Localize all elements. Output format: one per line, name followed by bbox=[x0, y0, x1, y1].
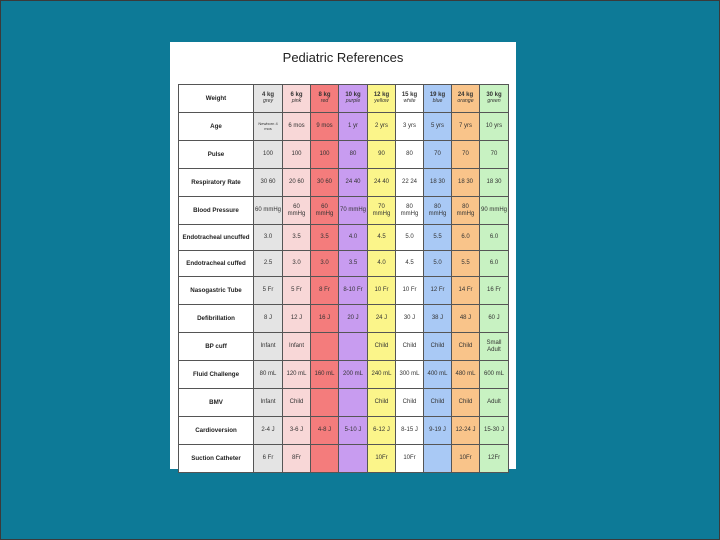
cell-value: 16 J bbox=[318, 315, 331, 322]
table-cell bbox=[424, 305, 452, 333]
cell-value: 3 yrs bbox=[402, 123, 416, 130]
weight-header-cell bbox=[283, 85, 311, 113]
table-cell bbox=[311, 113, 339, 141]
color-name: red bbox=[320, 97, 329, 104]
table-cell bbox=[283, 445, 311, 473]
table-cell bbox=[424, 389, 452, 417]
cell-value: 9 mos bbox=[316, 123, 333, 130]
table-cell bbox=[368, 389, 396, 417]
table-row bbox=[179, 277, 509, 305]
cell-value: 10 Fr bbox=[402, 287, 417, 294]
table-cell bbox=[368, 361, 396, 389]
cell-value: 2.5 bbox=[263, 260, 273, 267]
table-cell bbox=[424, 361, 452, 389]
cell-value: 80 bbox=[349, 151, 357, 158]
cell-value: 5 yrs bbox=[430, 123, 444, 130]
cell-value: Child bbox=[289, 399, 304, 406]
table-cell bbox=[452, 389, 480, 417]
table-cell bbox=[396, 251, 424, 277]
table-cell bbox=[311, 277, 339, 305]
cell-value: 80 mmHg bbox=[428, 203, 447, 217]
table-cell bbox=[339, 389, 368, 417]
table-cell bbox=[311, 169, 339, 197]
cell-value: 10Fr bbox=[375, 455, 388, 462]
cell-value: 8-15 J bbox=[401, 427, 418, 434]
table-cell bbox=[480, 305, 509, 333]
table-row bbox=[179, 169, 509, 197]
cell-value: 4.5 bbox=[377, 234, 386, 241]
cell-value: 70 mmHg bbox=[372, 203, 391, 217]
cell-value: 90 mmHg bbox=[481, 207, 508, 214]
cell-value: 5.5 bbox=[461, 260, 470, 267]
table-cell bbox=[283, 277, 311, 305]
table-cell bbox=[452, 169, 480, 197]
table-row bbox=[179, 445, 509, 473]
color-name: white bbox=[403, 97, 416, 104]
table-cell bbox=[311, 141, 339, 169]
table-cell bbox=[339, 333, 368, 361]
table-row bbox=[179, 225, 509, 251]
cell-value: 12Fr bbox=[487, 455, 501, 462]
table-cell bbox=[424, 445, 452, 473]
table-cell bbox=[396, 445, 424, 473]
table-cell bbox=[254, 169, 283, 197]
cell-value: 100 bbox=[319, 151, 330, 158]
cell-value: 24 40 bbox=[345, 179, 361, 186]
reference-table bbox=[178, 84, 509, 473]
table-cell bbox=[396, 225, 424, 251]
cell-value: 80 mL bbox=[259, 371, 277, 378]
row-label: Age bbox=[179, 113, 254, 141]
table-cell bbox=[311, 197, 339, 225]
cell-value: 10Fr bbox=[403, 455, 416, 462]
table-cell bbox=[283, 251, 311, 277]
table-cell bbox=[480, 169, 509, 197]
table-cell bbox=[283, 361, 311, 389]
cell-value: 5.5 bbox=[433, 234, 442, 241]
cell-value: 600 mL bbox=[483, 371, 504, 378]
table-cell bbox=[396, 197, 424, 225]
cell-value: 18 30 bbox=[457, 179, 473, 186]
table-cell bbox=[396, 361, 424, 389]
cell-value: 20 60 bbox=[288, 179, 304, 186]
table-cell bbox=[452, 251, 480, 277]
cell-value: 60 mmHg bbox=[287, 203, 306, 217]
color-name: purple bbox=[345, 97, 361, 104]
weight-value: 15 kg bbox=[401, 92, 418, 99]
table-cell bbox=[368, 141, 396, 169]
cell-value: 9-19 J bbox=[429, 427, 446, 434]
table-cell bbox=[396, 417, 424, 445]
table-cell bbox=[283, 333, 311, 361]
color-name: orange bbox=[457, 97, 474, 104]
table-cell bbox=[396, 333, 424, 361]
cell-value: 8Fr bbox=[292, 455, 301, 462]
cell-value: 6.0 bbox=[489, 260, 499, 267]
color-name: yellow bbox=[374, 97, 389, 104]
table-cell bbox=[424, 277, 452, 305]
table-cell bbox=[339, 225, 368, 251]
table-cell bbox=[311, 251, 339, 277]
table-cell bbox=[452, 141, 480, 169]
table-cell bbox=[254, 389, 283, 417]
weight-header-cell bbox=[254, 85, 283, 113]
weight-header-cell bbox=[311, 85, 339, 113]
cell-value: 24 J bbox=[375, 315, 388, 322]
color-name: pink bbox=[291, 97, 302, 104]
cell-value: 3.0 bbox=[320, 260, 329, 267]
cell-value: 90 bbox=[378, 151, 385, 158]
table-cell bbox=[452, 445, 480, 473]
row-label: Fluid Challenge bbox=[179, 361, 254, 389]
cell-value: Infant bbox=[288, 343, 304, 350]
table-cell bbox=[283, 225, 311, 251]
cell-value: 5 Fr bbox=[262, 287, 274, 294]
table-cell bbox=[311, 333, 339, 361]
sheet-title: Pediatric References bbox=[282, 50, 404, 65]
weight-header-cell bbox=[339, 85, 368, 113]
cell-value: 3-6 J bbox=[289, 427, 304, 434]
table-cell bbox=[283, 197, 311, 225]
table-cell bbox=[254, 251, 283, 277]
cell-value: 100 bbox=[291, 151, 302, 158]
weight-header-cell bbox=[396, 85, 424, 113]
table-cell bbox=[254, 333, 283, 361]
weight-value: 4 kg bbox=[261, 92, 274, 99]
cell-value: 3.5 bbox=[348, 260, 358, 267]
table-cell bbox=[452, 333, 480, 361]
table-cell bbox=[283, 169, 311, 197]
cell-value: 480 mL bbox=[455, 371, 476, 378]
row-label: Weight bbox=[179, 85, 254, 113]
weight-row bbox=[179, 85, 509, 113]
table-row bbox=[179, 305, 509, 333]
table-cell bbox=[339, 445, 368, 473]
table-cell bbox=[368, 305, 396, 333]
table-cell bbox=[339, 305, 368, 333]
table-cell bbox=[368, 445, 396, 473]
cell-value: 70 bbox=[462, 151, 469, 158]
table-cell bbox=[452, 113, 480, 141]
cell-value: 6 mos bbox=[288, 123, 305, 130]
table-cell bbox=[254, 225, 283, 251]
table-row bbox=[179, 197, 509, 225]
cell-value: 3.0 bbox=[292, 260, 301, 267]
table-cell bbox=[480, 361, 509, 389]
row-label: Blood Pressure bbox=[179, 197, 254, 225]
row-label: Respiratory Rate bbox=[179, 169, 254, 197]
table-cell bbox=[424, 113, 452, 141]
table-cell bbox=[254, 141, 283, 169]
cell-value: 4.0 bbox=[348, 234, 358, 241]
table-cell bbox=[339, 361, 368, 389]
weight-value: 30 kg bbox=[486, 92, 502, 99]
cell-value: Child bbox=[458, 343, 473, 350]
table-cell bbox=[339, 251, 368, 277]
table-cell bbox=[339, 113, 368, 141]
row-label: Cardioversion bbox=[179, 417, 254, 445]
table-row bbox=[179, 251, 509, 277]
table-cell bbox=[396, 141, 424, 169]
cell-value: 30 J bbox=[403, 315, 416, 322]
table-cell bbox=[254, 197, 283, 225]
table-cell bbox=[368, 197, 396, 225]
cell-value: Child bbox=[374, 399, 389, 406]
table-cell bbox=[480, 225, 509, 251]
cell-value: 8 J bbox=[263, 315, 272, 322]
table-cell bbox=[254, 113, 283, 141]
table-cell bbox=[480, 389, 509, 417]
cell-value: 2-4 J bbox=[261, 427, 275, 434]
table-cell bbox=[480, 417, 509, 445]
cell-value: 5 Fr bbox=[291, 287, 302, 294]
table-row bbox=[179, 361, 509, 389]
table-cell bbox=[254, 277, 283, 305]
cell-value: Child bbox=[402, 399, 417, 406]
weight-value: 24 kg bbox=[457, 92, 474, 99]
cell-value: 300 mL bbox=[399, 371, 420, 378]
cell-value: 30 60 bbox=[260, 179, 276, 186]
table-cell bbox=[396, 113, 424, 141]
cell-value: 16 Fr bbox=[486, 287, 501, 294]
table-row bbox=[179, 113, 509, 141]
cell-value: 4-8 J bbox=[317, 427, 332, 434]
cell-value: 12 Fr bbox=[430, 287, 445, 294]
cell-value: 60 J bbox=[488, 315, 500, 322]
cell-value: 48 J bbox=[459, 315, 472, 322]
weight-value: 19 kg bbox=[429, 92, 446, 99]
row-label: Defibrillation bbox=[179, 305, 254, 333]
color-name: blue bbox=[432, 97, 443, 104]
cell-value: Child bbox=[402, 343, 417, 350]
cell-value: 200 mL bbox=[342, 371, 363, 378]
cell-value: 6.0 bbox=[489, 234, 499, 241]
weight-value: 6 kg bbox=[290, 92, 303, 99]
table-cell bbox=[311, 417, 339, 445]
table-cell bbox=[368, 169, 396, 197]
cell-value: 60 mmHg bbox=[315, 203, 334, 217]
row-label: Pulse bbox=[179, 141, 254, 169]
table-cell bbox=[283, 305, 311, 333]
table-cell bbox=[424, 251, 452, 277]
cell-value: 10Fr bbox=[459, 455, 472, 462]
cell-value: 3.5 bbox=[320, 234, 329, 241]
table-cell bbox=[311, 225, 339, 251]
cell-value: 70 mmHg bbox=[340, 207, 367, 214]
cell-value: 10 yrs bbox=[485, 123, 503, 130]
cell-value: 5.0 bbox=[405, 234, 414, 241]
row-label: BP cuff bbox=[179, 333, 254, 361]
weight-value: 8 kg bbox=[318, 92, 331, 99]
table-cell bbox=[396, 389, 424, 417]
table-cell bbox=[424, 169, 452, 197]
table-cell bbox=[368, 251, 396, 277]
table-cell bbox=[424, 333, 452, 361]
weight-value: 12 kg bbox=[373, 92, 390, 99]
table-cell bbox=[254, 361, 283, 389]
table-cell bbox=[339, 277, 368, 305]
table-cell bbox=[283, 389, 311, 417]
cell-value: 4.0 bbox=[377, 260, 386, 267]
table-cell bbox=[480, 333, 509, 361]
table-cell bbox=[254, 417, 283, 445]
cell-value: Small Adult bbox=[486, 339, 502, 353]
cell-value: Child bbox=[430, 399, 445, 406]
table-cell bbox=[396, 169, 424, 197]
cell-value: Child bbox=[458, 399, 473, 406]
cell-value: 12-24 J bbox=[455, 427, 476, 434]
cell-value: 100 bbox=[262, 151, 273, 158]
table-cell bbox=[283, 113, 311, 141]
cell-value: 20 J bbox=[347, 315, 359, 322]
weight-header-cell bbox=[480, 85, 509, 113]
table-cell bbox=[368, 225, 396, 251]
cell-value: 30 60 bbox=[316, 179, 332, 186]
reference-sheet bbox=[170, 42, 516, 469]
row-label: Nasogastric Tube bbox=[179, 277, 254, 305]
table-cell bbox=[480, 141, 509, 169]
cell-value: 24 40 bbox=[373, 179, 389, 186]
table-cell bbox=[452, 305, 480, 333]
table-cell bbox=[283, 141, 311, 169]
table-cell bbox=[339, 169, 368, 197]
cell-value: 5-10 J bbox=[344, 427, 362, 434]
table-cell bbox=[452, 417, 480, 445]
table-cell bbox=[254, 445, 283, 473]
table-cell bbox=[452, 277, 480, 305]
weight-header-cell bbox=[424, 85, 452, 113]
cell-value: 3.0 bbox=[263, 234, 273, 241]
table-cell bbox=[480, 251, 509, 277]
cell-value: 6-12 J bbox=[373, 427, 390, 434]
cell-value: 22 24 bbox=[401, 179, 417, 186]
table-cell bbox=[424, 141, 452, 169]
table-cell bbox=[480, 445, 509, 473]
table-cell bbox=[424, 197, 452, 225]
table-cell bbox=[311, 389, 339, 417]
cell-value: 70 bbox=[490, 151, 498, 158]
cell-value: Child bbox=[374, 343, 389, 350]
cell-value: 120 mL bbox=[286, 371, 307, 378]
cell-value: Adult bbox=[487, 399, 501, 406]
cell-value: 70 bbox=[434, 151, 441, 158]
table-cell bbox=[424, 225, 452, 251]
cell-value: 10 Fr bbox=[374, 287, 389, 294]
table-cell bbox=[339, 417, 368, 445]
cell-value: 6 Fr bbox=[262, 455, 274, 462]
cell-value: 400 mL bbox=[427, 371, 448, 378]
table-cell bbox=[424, 417, 452, 445]
table-cell bbox=[339, 197, 368, 225]
table-cell bbox=[368, 277, 396, 305]
cell-value: 80 mmHg bbox=[456, 203, 475, 217]
cell-value: Newborn 4 mos bbox=[258, 120, 278, 131]
table-cell bbox=[368, 113, 396, 141]
cell-value: 160 mL bbox=[314, 371, 335, 378]
table-cell bbox=[396, 277, 424, 305]
weight-header-cell bbox=[452, 85, 480, 113]
row-label: Endotracheal cuffed bbox=[179, 251, 254, 277]
table-cell bbox=[452, 197, 480, 225]
color-name: green bbox=[487, 97, 501, 104]
cell-value: 6.0 bbox=[461, 234, 470, 241]
cell-value: Infant bbox=[260, 343, 276, 350]
cell-value: 12 J bbox=[290, 315, 303, 322]
table-cell bbox=[480, 113, 509, 141]
table-cell bbox=[311, 361, 339, 389]
table-row bbox=[179, 389, 509, 417]
table-cell bbox=[480, 197, 509, 225]
cell-value: 8-10 Fr bbox=[343, 287, 363, 294]
table-cell bbox=[368, 333, 396, 361]
cell-value: 18 30 bbox=[486, 179, 502, 186]
table-cell bbox=[339, 141, 368, 169]
table-cell bbox=[311, 305, 339, 333]
color-name: grey bbox=[262, 97, 274, 104]
table-cell bbox=[480, 277, 509, 305]
cell-value: 38 J bbox=[431, 315, 444, 322]
cell-value: 80 mmHg bbox=[400, 203, 419, 217]
table-row bbox=[179, 417, 509, 445]
cell-value: 60 mmHg bbox=[255, 207, 282, 214]
table-cell bbox=[396, 305, 424, 333]
row-label: Endotracheal uncuffed bbox=[179, 225, 254, 251]
cell-value: 4.5 bbox=[405, 260, 414, 267]
cell-value: 15-30 J bbox=[483, 427, 504, 434]
table-cell bbox=[452, 361, 480, 389]
cell-value: 5.0 bbox=[433, 260, 442, 267]
table-cell bbox=[311, 445, 339, 473]
cell-value: 7 yrs bbox=[458, 123, 472, 130]
cell-value: 8 Fr bbox=[319, 287, 330, 294]
cell-value: Child bbox=[430, 343, 445, 350]
table-cell bbox=[254, 305, 283, 333]
cell-value: 240 mL bbox=[371, 371, 392, 378]
cell-value: Infant bbox=[260, 399, 276, 406]
cell-value: 14 Fr bbox=[458, 287, 473, 294]
cell-value: 3.5 bbox=[292, 234, 301, 241]
row-label: BMV bbox=[179, 389, 254, 417]
row-label: Suction Catheter bbox=[179, 445, 254, 473]
cell-value: 18 30 bbox=[429, 179, 445, 186]
table-cell bbox=[283, 417, 311, 445]
weight-value: 10 kg bbox=[345, 92, 361, 99]
cell-value: 1 yr bbox=[347, 123, 358, 130]
table-row bbox=[179, 333, 509, 361]
cell-value: 2 yrs bbox=[374, 123, 388, 130]
weight-header-cell bbox=[368, 85, 396, 113]
table-cell bbox=[368, 417, 396, 445]
table-row bbox=[179, 141, 509, 169]
table-cell bbox=[452, 225, 480, 251]
cell-value: 80 bbox=[406, 151, 413, 158]
